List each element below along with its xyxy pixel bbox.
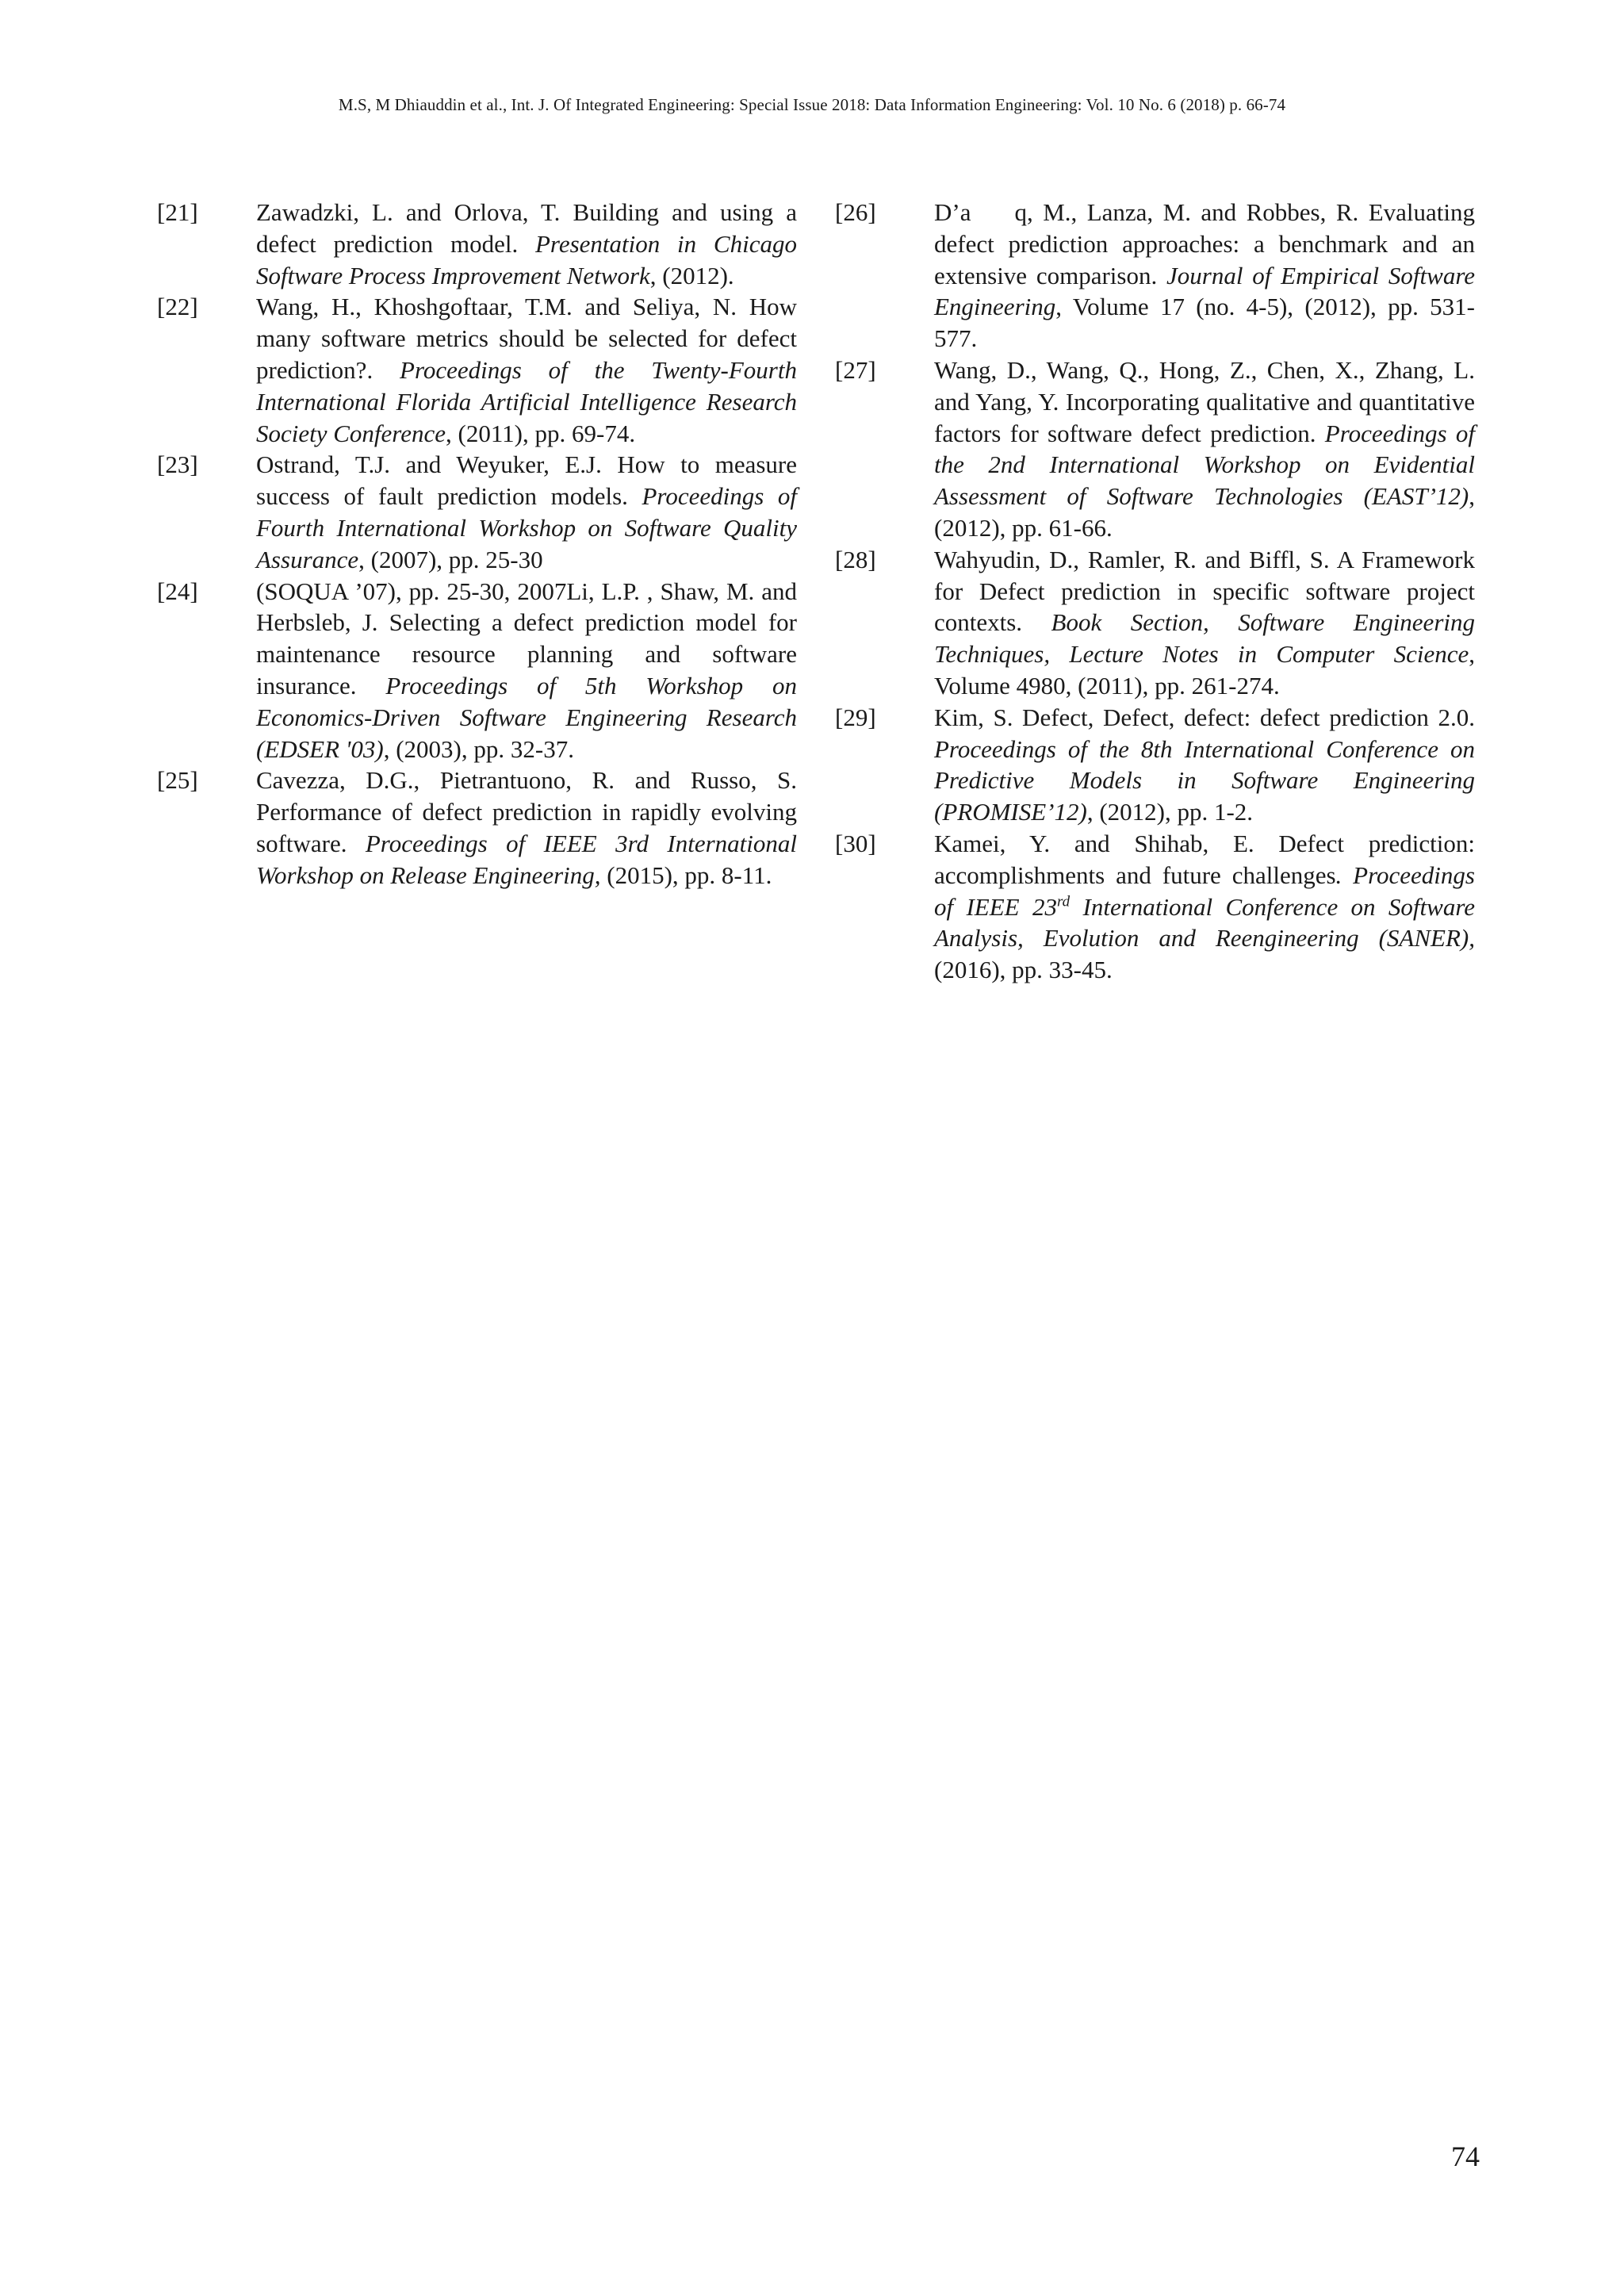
- reference-text: D’a q, M., Lanza, M. and Robbes, R. Evaluating defect prediction approaches: a benchmark and an extensive comparison. Journal of Empirical Software Engineering, Volume 17 (no. 4-5), (2012), pp. 531-577.: [934, 198, 1476, 353]
- reference-26: [835, 197, 1475, 355]
- reference-text: Kim, S. Defect, Defect, defect: defect prediction 2.0. Proceedings of the 8th International Conference on Predictive Models in Software Engineering (PROMISE’12), (2012), pp. 1-2.: [934, 703, 1475, 826]
- reference-number: [24]: [157, 577, 198, 605]
- references-left-column: [157, 197, 797, 891]
- reference-30: [835, 828, 1475, 986]
- reference-number: [27]: [835, 355, 876, 384]
- reference-text: Wang, H., Khoshgoftaar, T.M. and Seliya, N. How many software metrics should be selected for defect prediction?. Proceedings of the Twenty-Fourth International Florida Artificial Intelligence Research Society Conference, (2011), pp. 69-74.: [256, 293, 797, 447]
- reference-number: [28]: [835, 545, 876, 573]
- reference-text: Ostrand, T.J. and Weyuker, E.J. How to measure success of fault prediction models. Proceedings of Fourth International Workshop on Software Quality Assurance, (2007), pp. 25-30: [256, 450, 797, 573]
- reference-text: Wang, D., Wang, Q., Hong, Z., Chen, X., Zhang, L. and Yang, Y. Incorporating qualitative and quantitative factors for software defect prediction. Proceedings of the 2nd International Workshop on Evidential Assessment of Software Technologies (EAST’12), (2012), pp. 61-66.: [934, 355, 1475, 542]
- reference-21: [157, 197, 797, 291]
- reference-number: [23]: [157, 450, 198, 479]
- page-number: 74: [1451, 2141, 1480, 2172]
- reference-text: Wahyudin, D., Ramler, R. and Biffl, S. A Framework for Defect prediction in specific software project contexts. Book Section, Software Engineering Techniques, Lecture Notes in Computer Science, Volume 4980, (2011), pp. 261-274.: [934, 545, 1475, 700]
- running-header: M.S, M Dhiauddin et al., Int. J. Of Integrated Engineering: Special Issue 2018: Data Information Engineering: Vol. 10 No. 6 (2018) p. 66-74: [338, 95, 1286, 114]
- reference-number: [25]: [157, 766, 198, 795]
- reference-23: [157, 449, 797, 575]
- reference-number: [29]: [835, 703, 876, 731]
- reference-text: (SOQUA ’07), pp. 25-30, 2007Li, L.P. , Shaw, M. and Herbsleb, J. Selecting a defect prediction model for maintenance resource planning and software insurance. Proceedings of 5th Workshop on Economics-Driven Software Engineering Research (EDSER '03), (2003), pp. 32-37.: [256, 577, 797, 763]
- reference-22: [157, 291, 797, 449]
- reference-24: [157, 576, 797, 765]
- reference-text: Zawadzki, L. and Orlova, T. Building and using a defect prediction model. Presentation in Chicago Software Process Improvement Network, (2012).: [256, 198, 797, 289]
- reference-number: [22]: [157, 293, 198, 321]
- reference-29: [835, 702, 1475, 828]
- reference-number: [21]: [157, 198, 198, 226]
- reference-27: [835, 355, 1475, 544]
- reference-number: [26]: [835, 198, 876, 226]
- references-right-column: [835, 197, 1475, 986]
- reference-28: [835, 544, 1475, 702]
- reference-text: Cavezza, D.G., Pietrantuono, R. and Russo, S. Performance of defect prediction in rapidly evolving software. Proceedings of IEEE 3rd International Workshop on Release Engineering, (2015), pp. 8-11.: [256, 766, 797, 889]
- reference-25: [157, 765, 797, 891]
- reference-text: Kamei, Y. and Shihab, E. Defect prediction: accomplishments and future challenges. Proceedings of IEEE 23rd International Conference on Software Analysis, Evolution and Reengineering (SANER), (2016), pp. 33-45.: [934, 829, 1475, 984]
- reference-number: [30]: [835, 829, 876, 857]
